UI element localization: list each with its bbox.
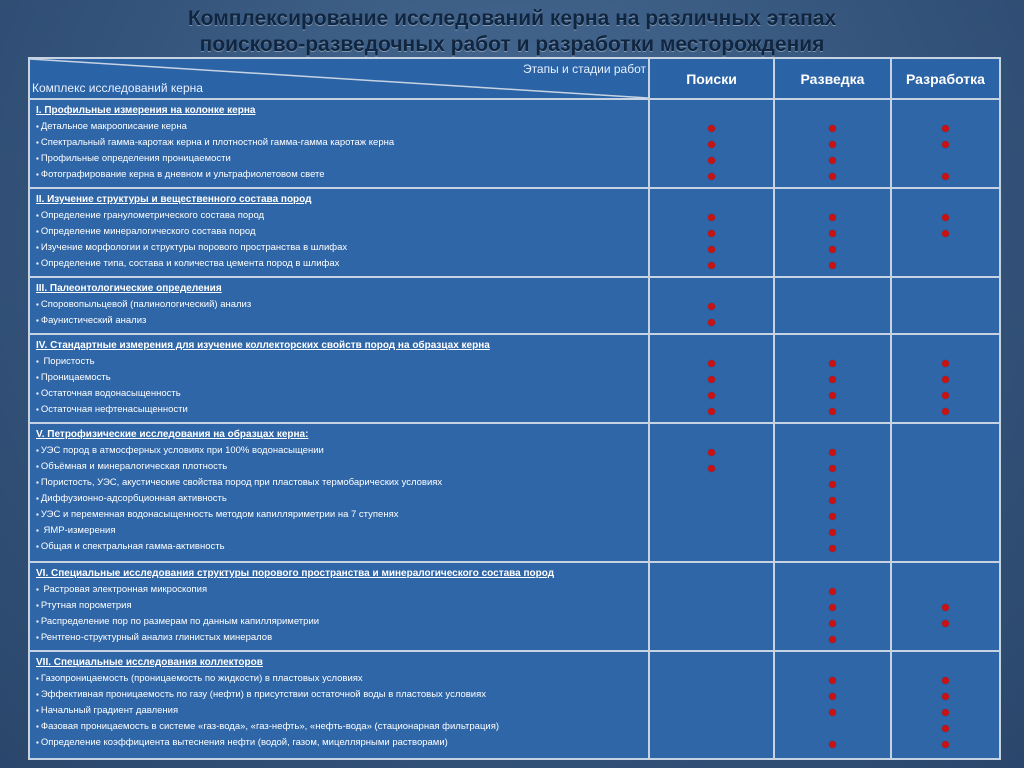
mark-slot xyxy=(892,240,999,256)
red-dot-icon xyxy=(829,513,836,520)
mark-slot xyxy=(775,119,890,135)
section-row xyxy=(29,277,1000,334)
red-dot-icon xyxy=(829,677,836,684)
research-item xyxy=(36,119,644,135)
mark-slot xyxy=(775,630,890,646)
research-item xyxy=(36,386,644,402)
mark-slot xyxy=(775,256,890,272)
red-dot-icon xyxy=(708,319,715,326)
section-row xyxy=(29,99,1000,188)
research-item-label: Ртутная порометрия xyxy=(40,600,132,611)
red-dot-icon xyxy=(942,230,949,237)
mark-slot xyxy=(650,598,773,614)
red-dot-icon xyxy=(829,620,836,627)
research-item xyxy=(36,582,644,598)
research-item xyxy=(36,507,644,523)
red-dot-icon xyxy=(829,693,836,700)
square-bullet-icon: ▪ xyxy=(36,122,39,131)
research-item-label: Объёмная и минералогическая плотность xyxy=(40,461,228,472)
red-dot-icon xyxy=(829,214,836,221)
research-item-label: Детальное макроописание керна xyxy=(40,121,187,132)
stage-cell-search xyxy=(649,188,774,277)
red-dot-icon xyxy=(708,360,715,367)
mark-slot xyxy=(775,240,890,256)
square-bullet-icon: ▪ xyxy=(36,259,39,268)
mark-slot xyxy=(775,167,890,183)
square-bullet-icon: ▪ xyxy=(36,373,39,382)
square-bullet-icon: ▪ xyxy=(36,617,39,626)
stages-header-label: Этапы и стадии работ xyxy=(522,62,646,76)
section-description-cell xyxy=(29,334,649,423)
research-item xyxy=(36,491,644,507)
mark-slot xyxy=(650,539,773,555)
table-body xyxy=(29,99,1000,759)
mark-slot xyxy=(775,370,890,386)
stage-cell-exploration xyxy=(774,188,891,277)
research-item xyxy=(36,719,644,735)
corner-header-cell xyxy=(29,58,649,99)
stage-cell-search xyxy=(649,651,774,759)
research-item xyxy=(36,671,644,687)
mark-slot xyxy=(775,297,890,313)
section-title: I. Профильные измерения на колонке керна xyxy=(36,105,256,116)
mark-slot xyxy=(775,491,890,507)
square-bullet-icon: ▪ xyxy=(36,526,39,535)
mark-slot xyxy=(892,630,999,646)
mark-slot xyxy=(775,703,890,719)
mark-slot xyxy=(650,370,773,386)
research-item xyxy=(36,208,644,224)
red-dot-icon xyxy=(829,449,836,456)
red-dot-icon xyxy=(708,125,715,132)
red-dot-icon xyxy=(708,408,715,415)
mark-slot xyxy=(775,135,890,151)
section-description-cell xyxy=(29,423,649,562)
mark-slot xyxy=(650,719,773,735)
stage-cell-development xyxy=(891,651,1000,759)
section-title: III. Палеонтологические определения xyxy=(36,283,222,294)
mark-slot xyxy=(892,475,999,491)
mark-slot xyxy=(775,598,890,614)
mark-slot xyxy=(775,354,890,370)
research-item xyxy=(36,459,644,475)
red-dot-icon xyxy=(942,376,949,383)
section-title: IV. Стандартные измерения для изучение коллекторских свойств пород на образцах керна xyxy=(36,340,490,351)
research-item-label: Спектральный гамма-каротаж керна и плотностной гамма-гамма каротаж керна xyxy=(40,137,395,148)
research-item-label: Начальный градиент давления xyxy=(40,705,179,716)
research-item-label: Проницаемость xyxy=(40,372,111,383)
red-dot-icon xyxy=(708,141,715,148)
mark-slot xyxy=(650,167,773,183)
mark-slot xyxy=(892,459,999,475)
stage-cell-search xyxy=(649,423,774,562)
square-bullet-icon: ▪ xyxy=(36,585,39,594)
research-item xyxy=(36,539,644,555)
mark-slot xyxy=(650,240,773,256)
research-item xyxy=(36,354,644,370)
red-dot-icon xyxy=(942,214,949,221)
red-dot-icon xyxy=(942,725,949,732)
mark-slot xyxy=(650,507,773,523)
mark-slot xyxy=(650,151,773,167)
mark-slot xyxy=(775,539,890,555)
mark-slot xyxy=(650,687,773,703)
red-dot-icon xyxy=(829,709,836,716)
mark-slot xyxy=(892,582,999,598)
research-item xyxy=(36,224,644,240)
red-dot-icon xyxy=(829,588,836,595)
red-dot-icon xyxy=(829,262,836,269)
mark-slot xyxy=(892,135,999,151)
mark-slot xyxy=(892,297,999,313)
section-row xyxy=(29,188,1000,277)
mark-slot xyxy=(775,475,890,491)
table-header-row xyxy=(29,58,1000,99)
research-item-label: Изучение морфологии и структуры порового пространства в шлифах xyxy=(40,242,348,253)
stage-cell-exploration xyxy=(774,334,891,423)
mark-slot xyxy=(650,313,773,329)
mark-slot xyxy=(892,370,999,386)
mark-slot xyxy=(892,151,999,167)
square-bullet-icon: ▪ xyxy=(36,462,39,471)
mark-slot xyxy=(650,475,773,491)
square-bullet-icon: ▪ xyxy=(36,300,39,309)
research-item-label: Фотографирование керна в дневном и ультрафиолетовом свете xyxy=(40,169,325,180)
mark-slot xyxy=(892,687,999,703)
square-bullet-icon: ▪ xyxy=(36,722,39,731)
mark-slot xyxy=(650,135,773,151)
research-item xyxy=(36,630,644,646)
research-item xyxy=(36,240,644,256)
core-research-table xyxy=(28,57,1001,760)
mark-slot xyxy=(775,507,890,523)
research-item-label: Эффективная проницаемость по газу (нефти) в присутствии остаточной воды в пластовых условиях xyxy=(40,689,487,700)
mark-slot xyxy=(775,735,890,751)
research-complex-header-label: Комплекс исследований керна xyxy=(32,81,203,95)
red-dot-icon xyxy=(942,620,949,627)
mark-slot xyxy=(775,671,890,687)
red-dot-icon xyxy=(708,246,715,253)
research-item-label: Фаунистический анализ xyxy=(40,315,147,326)
mark-slot xyxy=(650,491,773,507)
research-item xyxy=(36,475,644,491)
research-item xyxy=(36,703,644,719)
red-dot-icon xyxy=(942,604,949,611)
red-dot-icon xyxy=(829,604,836,611)
column-header-development: Разработка xyxy=(891,58,1000,99)
square-bullet-icon: ▪ xyxy=(36,633,39,642)
square-bullet-icon: ▪ xyxy=(36,446,39,455)
mark-slot xyxy=(892,386,999,402)
stage-cell-exploration xyxy=(774,651,891,759)
section-row xyxy=(29,334,1000,423)
research-item-label: Определение типа, состава и количества цемента пород в шлифах xyxy=(40,258,340,269)
mark-slot xyxy=(650,119,773,135)
research-item xyxy=(36,135,644,151)
mark-slot xyxy=(892,119,999,135)
red-dot-icon xyxy=(829,376,836,383)
stage-cell-search xyxy=(649,277,774,334)
section-row xyxy=(29,423,1000,562)
square-bullet-icon: ▪ xyxy=(36,542,39,551)
research-item xyxy=(36,614,644,630)
square-bullet-icon: ▪ xyxy=(36,510,39,519)
square-bullet-icon: ▪ xyxy=(36,738,39,747)
research-item xyxy=(36,370,644,386)
mark-slot xyxy=(775,151,890,167)
mark-slot xyxy=(892,598,999,614)
red-dot-icon xyxy=(829,141,836,148)
mark-slot xyxy=(775,614,890,630)
research-item-label: УЭС пород в атмосферных условиях при 100% водонасыщении xyxy=(40,445,324,456)
section-description-cell xyxy=(29,277,649,334)
section-row xyxy=(29,651,1000,759)
red-dot-icon xyxy=(942,141,949,148)
research-item-label: Остаточная нефтенасыщенности xyxy=(40,404,188,415)
research-item-label: Профильные определения проницаемости xyxy=(40,153,231,164)
research-item-label: Определение коэффициента вытеснения нефти (водой, газом, мицеллярными растворами) xyxy=(40,737,448,748)
mark-slot xyxy=(650,297,773,313)
mark-slot xyxy=(892,719,999,735)
mark-slot xyxy=(650,523,773,539)
research-item-label: Растровая электронная микроскопия xyxy=(40,584,208,595)
mark-slot xyxy=(775,443,890,459)
square-bullet-icon: ▪ xyxy=(36,316,39,325)
stage-cell-development xyxy=(891,334,1000,423)
section-description-cell xyxy=(29,188,649,277)
mark-slot xyxy=(650,614,773,630)
mark-slot xyxy=(650,703,773,719)
mark-slot xyxy=(892,539,999,555)
stage-cell-search xyxy=(649,99,774,188)
research-item xyxy=(36,297,644,313)
square-bullet-icon: ▪ xyxy=(36,389,39,398)
stage-cell-exploration xyxy=(774,99,891,188)
mark-slot xyxy=(650,671,773,687)
research-item xyxy=(36,402,644,418)
mark-slot xyxy=(775,224,890,240)
mark-slot xyxy=(775,719,890,735)
section-title: II. Изучение структуры и вещественного состава пород xyxy=(36,194,312,205)
stage-cell-development xyxy=(891,99,1000,188)
red-dot-icon xyxy=(829,173,836,180)
square-bullet-icon: ▪ xyxy=(36,227,39,236)
square-bullet-icon: ▪ xyxy=(36,494,39,503)
red-dot-icon xyxy=(829,481,836,488)
section-description-cell xyxy=(29,99,649,188)
red-dot-icon xyxy=(829,529,836,536)
mark-slot xyxy=(892,402,999,418)
red-dot-icon xyxy=(942,709,949,716)
column-header-search: Поиски xyxy=(649,58,774,99)
mark-slot xyxy=(775,313,890,329)
mark-slot xyxy=(650,224,773,240)
research-item xyxy=(36,523,644,539)
square-bullet-icon: ▪ xyxy=(36,154,39,163)
stage-cell-development xyxy=(891,188,1000,277)
column-header-exploration: Разведка xyxy=(774,58,891,99)
red-dot-icon xyxy=(942,360,949,367)
mark-slot xyxy=(650,402,773,418)
mark-slot xyxy=(892,313,999,329)
red-dot-icon xyxy=(942,392,949,399)
red-dot-icon xyxy=(829,125,836,132)
square-bullet-icon: ▪ xyxy=(36,478,39,487)
stage-cell-exploration xyxy=(774,277,891,334)
square-bullet-icon: ▪ xyxy=(36,674,39,683)
mark-slot xyxy=(892,671,999,687)
research-item-label: Определение гранулометрического состава пород xyxy=(40,210,265,221)
research-item-label: Пористость xyxy=(40,356,95,367)
red-dot-icon xyxy=(942,408,949,415)
research-item-label: Общая и спектральная гамма-активность xyxy=(40,541,225,552)
red-dot-icon xyxy=(708,230,715,237)
research-item-label: Рентгено-структурный анализ глинистых минералов xyxy=(40,632,273,643)
red-dot-icon xyxy=(829,408,836,415)
research-item xyxy=(36,151,644,167)
mark-slot xyxy=(775,523,890,539)
stage-cell-development xyxy=(891,562,1000,651)
mark-slot xyxy=(650,386,773,402)
research-item-label: Пористость, УЭС, акустические свойства пород при пластовых термобарических условиях xyxy=(40,477,443,488)
research-item xyxy=(36,687,644,703)
mark-slot xyxy=(650,582,773,598)
research-item xyxy=(36,443,644,459)
research-item xyxy=(36,167,644,183)
research-item-label: Распределение пор по размерам по данным капилляриметрии xyxy=(40,616,320,627)
mark-slot xyxy=(775,386,890,402)
red-dot-icon xyxy=(708,173,715,180)
red-dot-icon xyxy=(829,465,836,472)
research-item-label: Споровопыльцевой (палинологический) анализ xyxy=(40,299,252,310)
section-description-cell xyxy=(29,651,649,759)
red-dot-icon xyxy=(942,125,949,132)
section-title: V. Петрофизические исследования на образцах керна: xyxy=(36,429,309,440)
red-dot-icon xyxy=(708,262,715,269)
research-item xyxy=(36,313,644,329)
mark-slot xyxy=(775,687,890,703)
research-item-label: Определение минералогического состава пород xyxy=(40,226,256,237)
mark-slot xyxy=(892,491,999,507)
stage-cell-exploration xyxy=(774,423,891,562)
red-dot-icon xyxy=(708,303,715,310)
red-dot-icon xyxy=(829,545,836,552)
page-title-line1: Комплексирование исследований керна на различных этапах xyxy=(187,7,837,30)
section-description-cell xyxy=(29,562,649,651)
red-dot-icon xyxy=(942,741,949,748)
mark-slot xyxy=(892,703,999,719)
research-item xyxy=(36,598,644,614)
red-dot-icon xyxy=(708,465,715,472)
red-dot-icon xyxy=(829,246,836,253)
section-title: VII. Специальные исследования коллекторов xyxy=(36,657,263,668)
mark-slot xyxy=(775,582,890,598)
red-dot-icon xyxy=(829,230,836,237)
red-dot-icon xyxy=(829,157,836,164)
square-bullet-icon: ▪ xyxy=(36,138,39,147)
page-title xyxy=(0,6,1024,58)
stage-cell-development xyxy=(891,423,1000,562)
page-title-line2: поисково-разведочных работ и разработки месторождения xyxy=(199,33,825,56)
stage-cell-search xyxy=(649,334,774,423)
mark-slot xyxy=(775,208,890,224)
red-dot-icon xyxy=(708,214,715,221)
mark-slot xyxy=(650,443,773,459)
red-dot-icon xyxy=(708,157,715,164)
red-dot-icon xyxy=(708,449,715,456)
red-dot-icon xyxy=(708,376,715,383)
mark-slot xyxy=(892,167,999,183)
red-dot-icon xyxy=(942,693,949,700)
red-dot-icon xyxy=(829,636,836,643)
mark-slot xyxy=(892,224,999,240)
research-item-label: Фазовая проницаемость в системе «газ-вода», «газ-нефть», «нефть-вода» (стационарная фильтрация) xyxy=(40,721,500,732)
red-dot-icon xyxy=(942,173,949,180)
red-dot-icon xyxy=(829,360,836,367)
section-title: VI. Специальные исследования структуры порового пространства и минералогического состава пород xyxy=(36,568,555,579)
square-bullet-icon: ▪ xyxy=(36,690,39,699)
mark-slot xyxy=(892,208,999,224)
square-bullet-icon: ▪ xyxy=(36,170,39,179)
red-dot-icon xyxy=(829,392,836,399)
square-bullet-icon: ▪ xyxy=(36,243,39,252)
red-dot-icon xyxy=(708,392,715,399)
mark-slot xyxy=(892,507,999,523)
section-row xyxy=(29,562,1000,651)
red-dot-icon xyxy=(942,677,949,684)
mark-slot xyxy=(650,354,773,370)
mark-slot xyxy=(892,614,999,630)
red-dot-icon xyxy=(829,497,836,504)
stage-cell-exploration xyxy=(774,562,891,651)
mark-slot xyxy=(892,256,999,272)
square-bullet-icon: ▪ xyxy=(36,357,39,366)
mark-slot xyxy=(775,402,890,418)
square-bullet-icon: ▪ xyxy=(36,601,39,610)
mark-slot xyxy=(650,735,773,751)
mark-slot xyxy=(650,208,773,224)
mark-slot xyxy=(650,256,773,272)
research-item-label: УЭС и переменная водонасыщенность методом капилляриметрии на 7 ступенях xyxy=(40,509,399,520)
red-dot-icon xyxy=(829,741,836,748)
stage-cell-development xyxy=(891,277,1000,334)
mark-slot xyxy=(775,459,890,475)
research-item-label: Диффузионно-адсорбционная активность xyxy=(40,493,227,504)
research-item-label: Газопроницаемость (проницаемость по жидкости) в пластовых условиях xyxy=(40,673,363,684)
mark-slot xyxy=(892,443,999,459)
stage-cell-search xyxy=(649,562,774,651)
research-item-label: Остаточная водонасыщенность xyxy=(40,388,181,399)
square-bullet-icon: ▪ xyxy=(36,405,39,414)
mark-slot xyxy=(650,630,773,646)
mark-slot xyxy=(650,459,773,475)
mark-slot xyxy=(892,354,999,370)
mark-slot xyxy=(892,523,999,539)
research-item-label: ЯМР-измерения xyxy=(40,525,116,536)
research-item xyxy=(36,256,644,272)
research-item xyxy=(36,735,644,751)
mark-slot xyxy=(892,735,999,751)
square-bullet-icon: ▪ xyxy=(36,706,39,715)
square-bullet-icon: ▪ xyxy=(36,211,39,220)
